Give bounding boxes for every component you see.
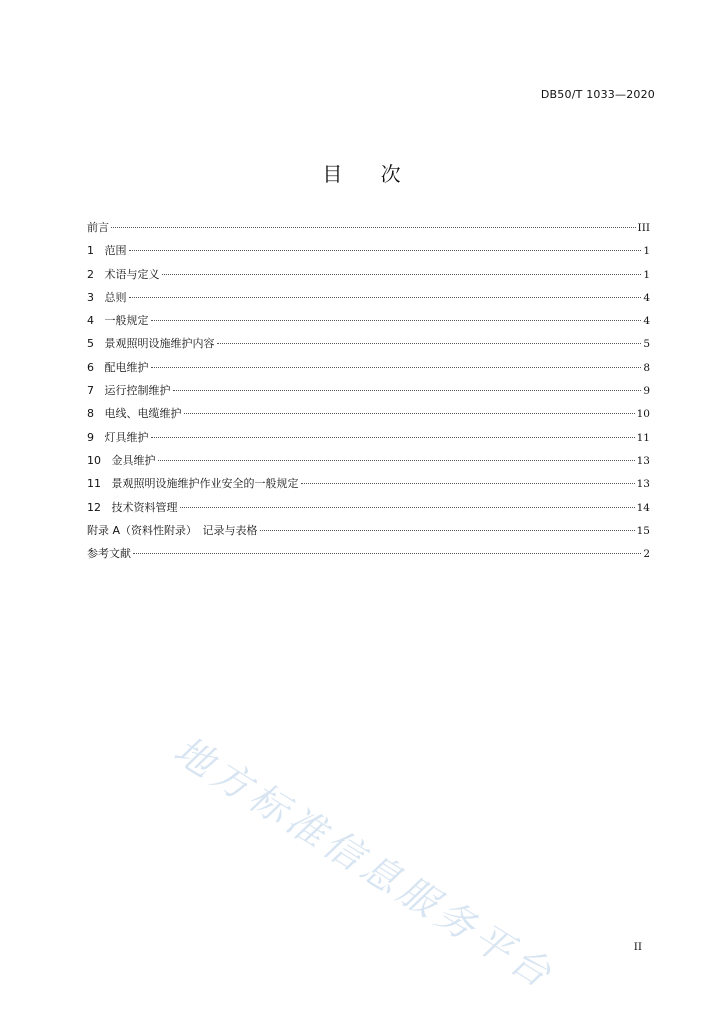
- toc-entry-label: 景观照明设施维护内容: [104, 337, 215, 351]
- toc-entry-number: 7: [87, 384, 94, 398]
- toc-entry-label: 运行控制维护: [104, 384, 171, 398]
- toc-entry-label: 附录 A（资料性附录） 记录与表格: [87, 523, 258, 537]
- toc-entry-page: 15: [636, 524, 650, 537]
- toc-entry-5[interactable]: [87, 335, 650, 358]
- page-title: 目 次: [322, 162, 402, 186]
- toc-entry-label: 前言: [87, 221, 109, 234]
- table-of-contents: [87, 219, 650, 568]
- toc-entry-7[interactable]: [87, 382, 650, 405]
- toc-entry-label: 电线、电缆维护: [104, 407, 182, 421]
- toc-entry-number: 4: [87, 314, 94, 328]
- toc-leader-dots: [151, 367, 642, 368]
- toc-entry-number: 9: [87, 430, 94, 444]
- toc-leader-dots: [162, 274, 642, 275]
- toc-leader-dots: [133, 553, 641, 554]
- toc-entry-label: 技术资料管理: [111, 500, 178, 514]
- toc-entry-label: 总则: [104, 290, 127, 304]
- toc-entry-1[interactable]: [87, 242, 650, 265]
- toc-entry-number: 10: [87, 453, 101, 467]
- toc-entry-8[interactable]: [87, 405, 650, 428]
- toc-entry-page: III: [637, 222, 650, 234]
- toc-leader-dots: [180, 507, 635, 508]
- toc-entry-number: 8: [87, 407, 94, 421]
- toc-entry-page: 11: [636, 431, 650, 444]
- toc-entry-page: 4: [643, 291, 650, 304]
- toc-leader-dots: [184, 413, 635, 414]
- toc-entry-appendix-a[interactable]: [87, 522, 650, 545]
- toc-entry-number: 3: [87, 290, 94, 304]
- toc-entry-label: 金具维护: [111, 453, 156, 467]
- toc-entry-page: 1: [643, 245, 650, 258]
- toc-entry-number: 2: [87, 267, 94, 281]
- document-code: DB50/T 1033—2020: [540, 88, 655, 101]
- toc-entry-number: 11: [87, 477, 101, 491]
- toc-leader-dots: [173, 390, 642, 391]
- toc-leader-dots: [301, 483, 635, 484]
- toc-entry-label: 术语与定义: [104, 267, 160, 281]
- toc-entry-page: 1: [643, 268, 650, 281]
- toc-entry-3[interactable]: [87, 289, 650, 312]
- toc-entry-12[interactable]: [87, 499, 650, 522]
- toc-entry-page: 2: [643, 548, 650, 561]
- toc-leader-dots: [151, 320, 642, 321]
- toc-entry-number: 6: [87, 360, 94, 374]
- toc-leader-dots: [260, 530, 635, 531]
- toc-entry-10[interactable]: [87, 452, 650, 475]
- toc-entry-label: 一般规定: [104, 314, 149, 328]
- toc-entry-label: 景观照明设施维护作业安全的一般规定: [111, 477, 299, 491]
- toc-entry-number: 12: [87, 500, 101, 514]
- toc-leader-dots: [158, 460, 635, 461]
- toc-entry-preface[interactable]: [87, 219, 650, 242]
- toc-entry-page: 10: [636, 408, 650, 421]
- toc-entry-6[interactable]: [87, 359, 650, 382]
- toc-entry-page: 9: [643, 385, 650, 398]
- toc-entry-2[interactable]: [87, 266, 650, 289]
- toc-entry-4[interactable]: [87, 312, 650, 335]
- toc-leader-dots: [217, 343, 642, 344]
- toc-entry-number: 5: [87, 337, 94, 351]
- toc-entry-label: 灯具维护: [104, 430, 149, 444]
- toc-entry-number: 1: [87, 244, 94, 258]
- toc-entry-page: 13: [636, 454, 650, 467]
- toc-entry-label: 参考文献: [87, 547, 131, 561]
- toc-leader-dots: [129, 297, 642, 298]
- watermark-text: 地方标准信息服务平台: [166, 727, 563, 999]
- toc-leader-dots: [111, 227, 636, 228]
- toc-entry-page: 13: [636, 478, 650, 491]
- toc-leader-dots: [129, 250, 642, 251]
- toc-entry-9[interactable]: [87, 429, 650, 452]
- toc-entry-label: 范围: [104, 244, 127, 258]
- toc-entry-11[interactable]: [87, 475, 650, 498]
- toc-leader-dots: [151, 437, 635, 438]
- page-number: II: [633, 941, 642, 953]
- toc-entry-page: 8: [643, 361, 650, 374]
- toc-entry-page: 4: [643, 315, 650, 328]
- toc-entry-page: 14: [636, 501, 650, 514]
- toc-entry-page: 5: [643, 338, 650, 351]
- toc-entry-label: 配电维护: [104, 360, 149, 374]
- toc-entry-references[interactable]: [87, 545, 650, 568]
